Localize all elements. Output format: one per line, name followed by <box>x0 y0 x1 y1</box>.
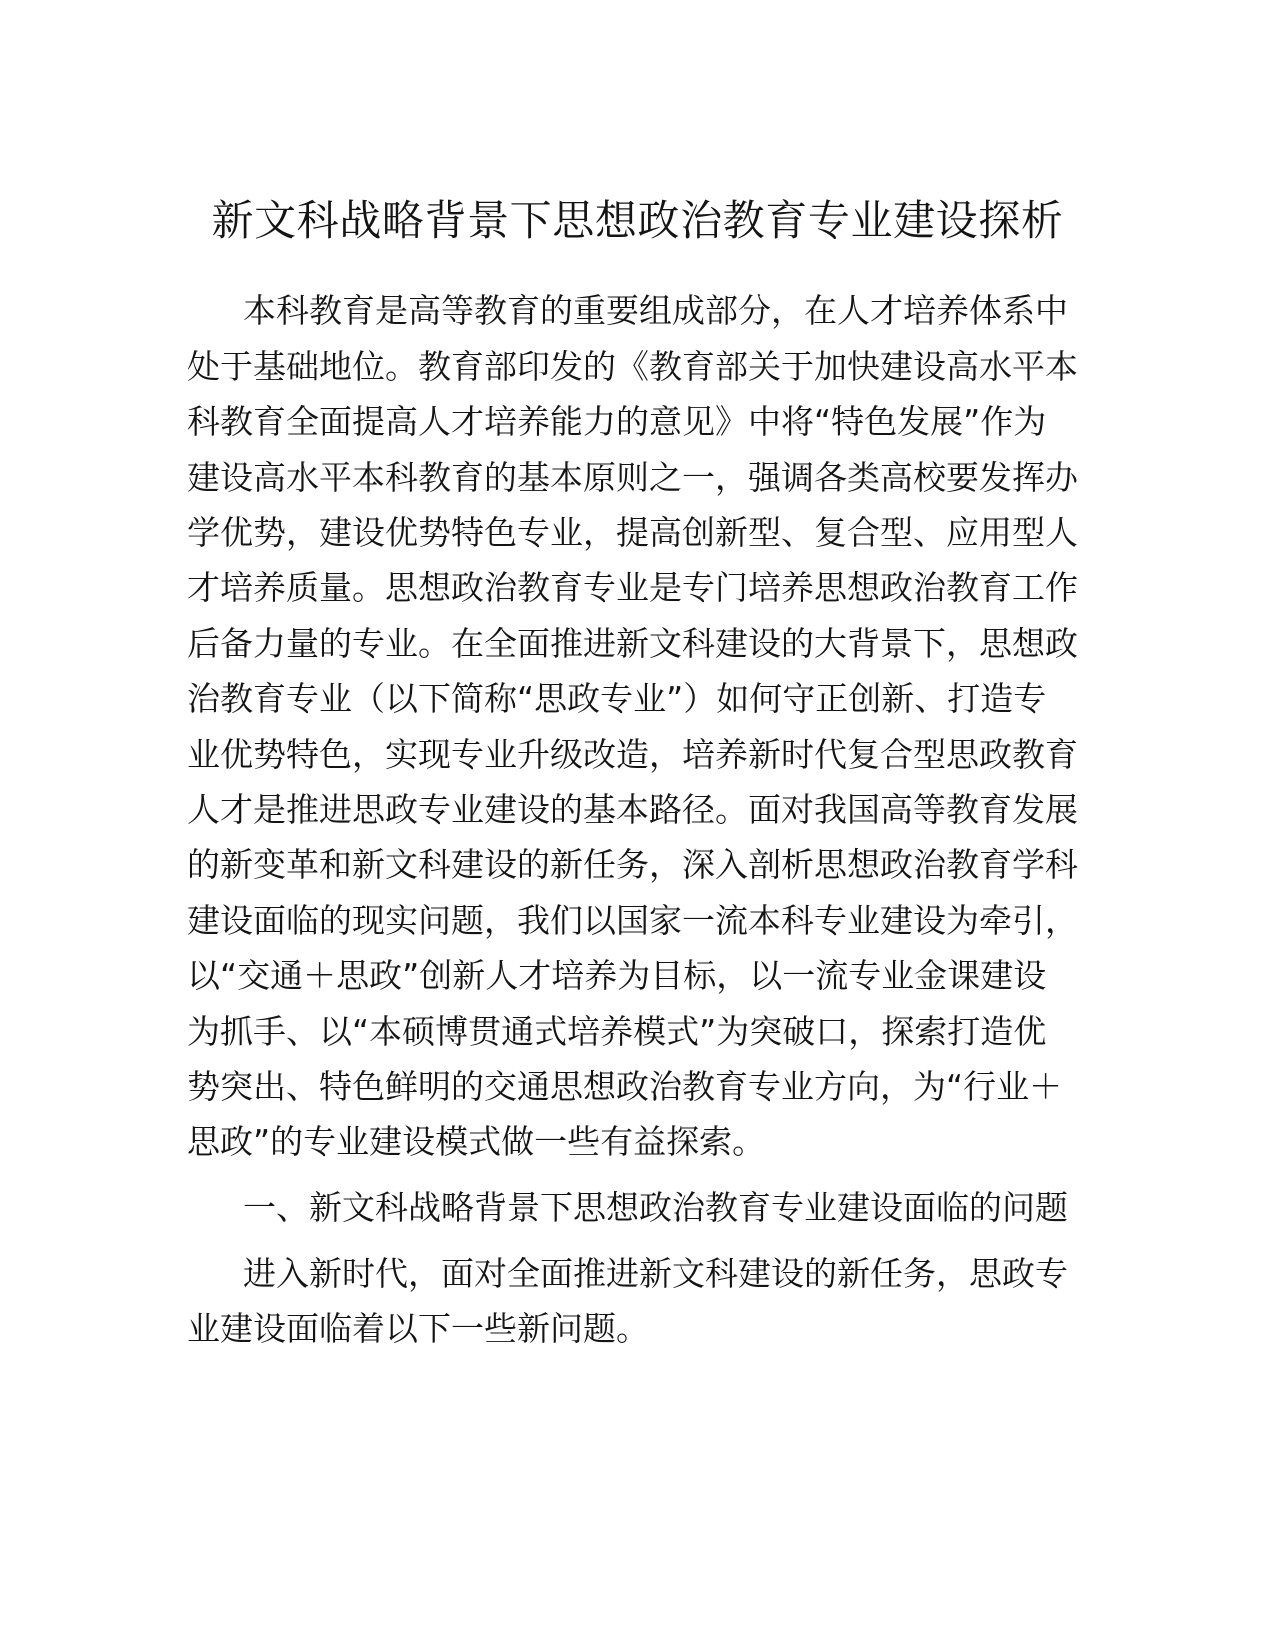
paragraph-1-line-5: 学优势，建设优势特色专业，提高创新型、复合型、应用型人 <box>187 513 1078 552</box>
paragraph-1-line-3: 科教育全面提高人才培养能力的意见》中将“特色发展”作为 <box>187 402 1047 441</box>
paragraph-1-line-15: 势突出、特色鲜明的交通思想政治教育专业方向，为“行业＋ <box>187 1067 1063 1106</box>
paragraph-1-line-8: 治教育专业（以下简称“思政专业”）如何守正创新、打造专 <box>187 679 1047 718</box>
paragraph-2-line-2: 业建设面临着以下一些新问题。 <box>187 1309 649 1348</box>
paragraph-2-line-1: 进入新时代，面对全面推进新文科建设的新任务，思政专 <box>243 1254 1068 1293</box>
document-title: 新文科战略背景下思想政治教育专业建设探析 <box>211 196 1064 245</box>
paragraph-1-line-2: 处于基础地位。教育部印发的《教育部关于加快建设高水平本 <box>187 347 1078 386</box>
paragraph-1-line-9: 业优势特色，实现专业升级改造，培养新时代复合型思政教育 <box>187 735 1078 774</box>
paragraph-1-line-4: 建设高水平本科教育的基本原则之一，强调各类高校要发挥办 <box>187 458 1078 497</box>
paragraph-1-line-10: 人才是推进思政专业建设的基本路径。面对我国高等教育发展 <box>187 790 1078 829</box>
section-heading-1: 一、新文科战略背景下思想政治教育专业建设面临的问题 <box>243 1188 1068 1227</box>
paragraph-1-line-16: 思政”的专业建设模式做一些有益探索。 <box>187 1122 766 1161</box>
paragraph-1-line-14: 为抓手、以“本硕博贯通式培养模式”为突破口，探索打造优 <box>187 1012 1047 1051</box>
paragraph-1-line-6: 才培养质量。思想政治教育专业是专门培养思想政治教育工作 <box>187 568 1078 607</box>
paragraph-1-line-12: 建设面临的现实问题，我们以国家一流本科专业建设为牵引， <box>187 901 1078 940</box>
paragraph-1-line-1: 本科教育是高等教育的重要组成部分，在人才培养体系中 <box>243 291 1068 330</box>
paragraph-1-line-7: 后备力量的专业。在全面推进新文科建设的大背景下，思想政 <box>187 624 1078 663</box>
paragraph-1-line-11: 的新变革和新文科建设的新任务，深入剖析思想政治教育学科 <box>187 845 1078 884</box>
paragraph-1-line-13: 以“交通＋思政”创新人才培养为目标，以一流专业金课建设 <box>187 956 1047 995</box>
